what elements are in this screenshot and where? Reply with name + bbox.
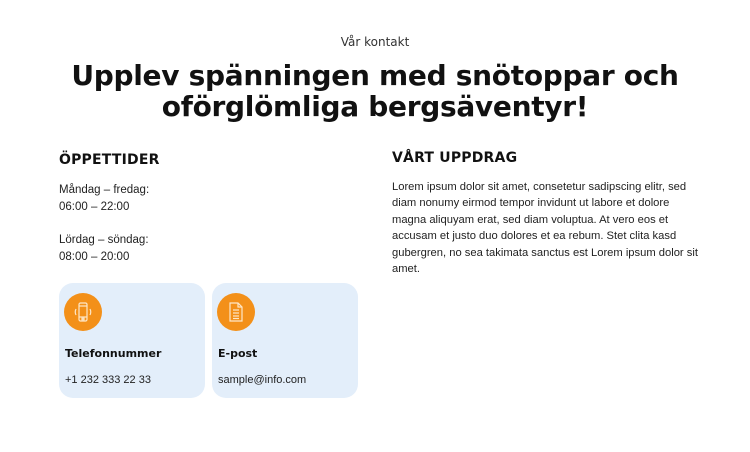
weekday-hours bbox=[59, 182, 359, 216]
mission-section bbox=[392, 150, 702, 277]
weekday-time: 06:00 – 22:00 bbox=[59, 201, 130, 213]
email-card bbox=[212, 283, 358, 398]
mission-text: Lorem ipsum dolor sit amet, consetetur sadipscing elitr, sed diam nonumy eirmod tempor invidunt ut labore et dolore magna aliquyam erat, sed diam voluptua. At vero eos et accusam et justo duo dolores et ea rebum. Stet clita kasd gubergren, no sea takimata sanctus est Lorem ipsum dolor sit amet. bbox=[392, 181, 698, 276]
opening-hours-heading: ÖPPETTIDER bbox=[59, 152, 160, 168]
phone-label: Telefonnummer bbox=[65, 347, 162, 360]
email-value[interactable]: sample@info.com bbox=[218, 374, 307, 386]
document-icon bbox=[217, 293, 255, 331]
page-title: Upplev spänningen med snötoppar och oförglömliga bergsäventyr! bbox=[71, 59, 679, 123]
phone-value[interactable]: +1 232 333 22 33 bbox=[65, 374, 151, 386]
contact-cards bbox=[59, 283, 358, 398]
weekend-days: Lördag – söndag: bbox=[59, 234, 149, 246]
phone-icon bbox=[64, 293, 102, 331]
mission-heading: VÅRT UPPDRAG bbox=[392, 150, 518, 166]
phone-card bbox=[59, 283, 205, 398]
eyebrow-label: Vår kontakt bbox=[340, 35, 410, 49]
weekend-hours bbox=[59, 232, 359, 266]
weekday-days: Måndag – fredag: bbox=[59, 184, 150, 196]
opening-hours-section bbox=[59, 152, 359, 266]
weekend-time: 08:00 – 20:00 bbox=[59, 251, 130, 263]
email-label: E-post bbox=[218, 347, 258, 360]
